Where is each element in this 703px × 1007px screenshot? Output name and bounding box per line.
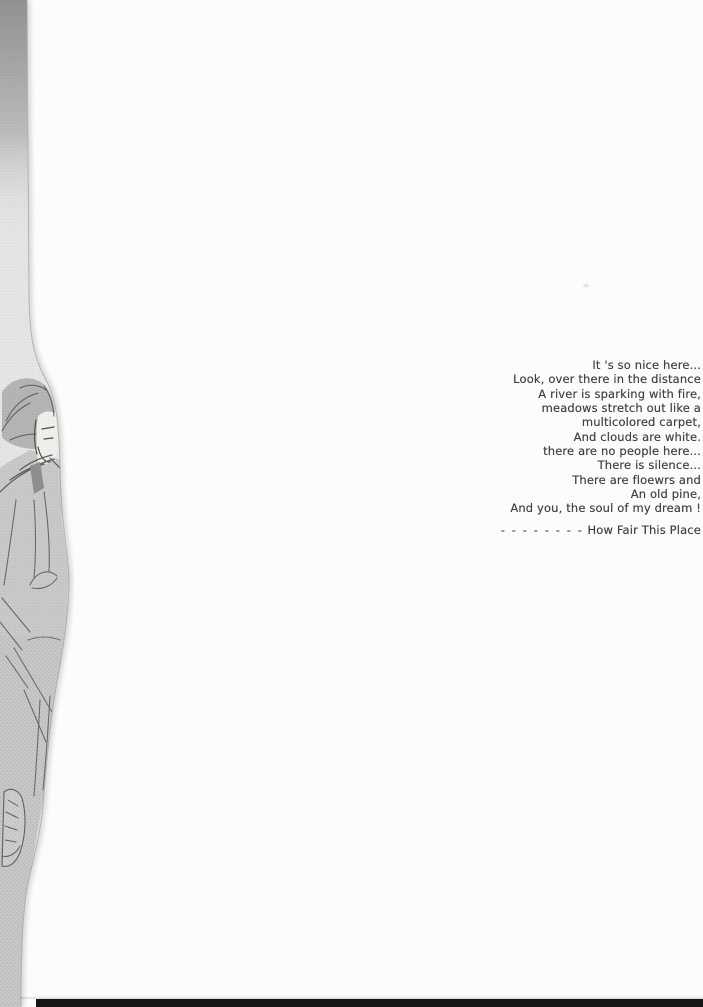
poem-attribution <box>451 523 701 537</box>
poem-line: A river is sparking with fire, <box>538 386 701 401</box>
poem-line: There are floewrs and <box>572 472 701 487</box>
poem-line: multicolored carpet, <box>581 415 701 430</box>
poem-line: There is silence... <box>597 458 701 473</box>
poem-line: And clouds are white. <box>573 429 701 444</box>
attribution-dashes: - - - - - - - - <box>500 522 584 537</box>
manga-figure-illustration <box>0 0 90 1007</box>
scan-bottom-edge <box>36 999 703 1007</box>
poem-line: It 's so nice here... <box>592 358 701 372</box>
poem-line: And you, the soul of my dream ! <box>510 501 701 516</box>
poem-line: Look, over there in the distance <box>513 372 701 387</box>
poem-line: meadows stretch out like a <box>541 401 701 416</box>
poem-line: there are no people here... <box>543 444 701 459</box>
attribution-text: How Fair This Place <box>587 522 701 537</box>
scan-speck <box>583 284 589 287</box>
poem-lines <box>451 358 701 516</box>
poem-line: An old pine, <box>630 487 701 502</box>
poem-block <box>451 358 701 537</box>
